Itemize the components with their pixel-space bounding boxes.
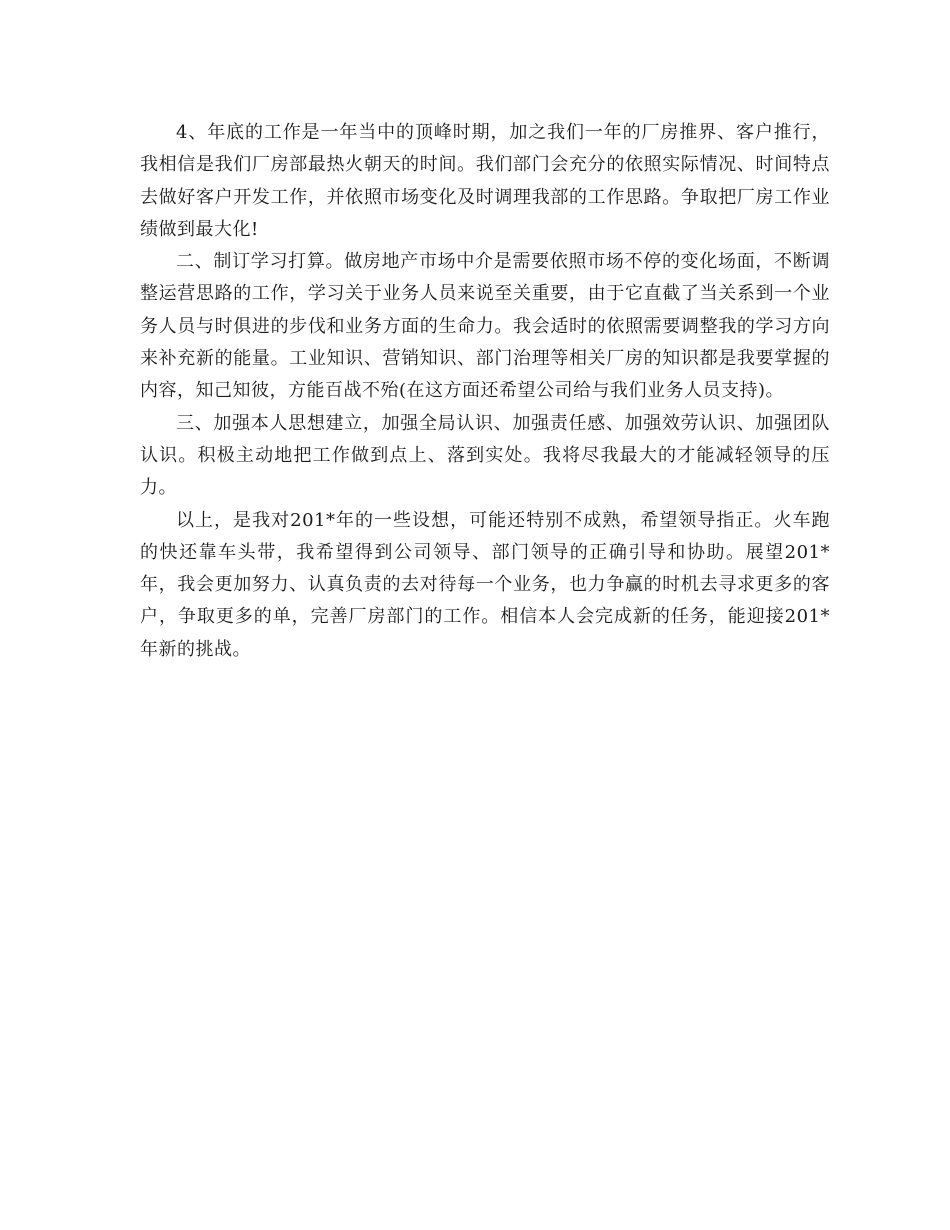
paragraph-self-improvement: 三、加强本人思想建立，加强全局认识、加强责任感、加强效劳认识、加强团队认识。积极主动地把工作做到点上、落到实处。我将尽我最大的才能减轻领导的压力。 [140,412,830,499]
paragraph-conclusion: 以上，是我对201*年的一些设想，可能还特别不成熟，希望领导指正。火车跑的快还靠车头带，我希望得到公司领导、部门领导的正确引导和协助。展望201*年，我会更加努力、认真负责的去对待每一个业务，也力争赢的时机去寻求更多的客户，争取更多的单，完善厂房部门的工作。相信本人会完成新的任务，能迎接201*年新的挑战。 [140,509,830,660]
paragraph-year-end-work: 4、年底的工作是一年当中的顶峰时期，加之我们一年的厂房推界、客户推行，我相信是我们厂房部最热火朝天的时间。我们部门会充分的依照实际情况、时间特点去做好客户开发工作，并依照市场变化及时调理我部的工作思路。争取把厂房工作业绩做到最大化! [140,122,830,240]
paragraph-study-plan: 二、制订学习打算。做房地产市场中介是需要依照市场不停的变化场面，不断调整运营思路的工作，学习关于业务人员来说至关重要，由于它直截了当关系到一个业务人员与时俱进的步伐和业务方面的生命力。我会适时的依照需要调整我的学习方向来补充新的能量。工业知识、营销知识、部门治理等相关厂房的知识都是我要掌握的内容，知己知彼，方能百战不殆(在这方面还希望公司给与我们业务人员支持)。 [140,251,830,402]
document-body [140,117,830,666]
